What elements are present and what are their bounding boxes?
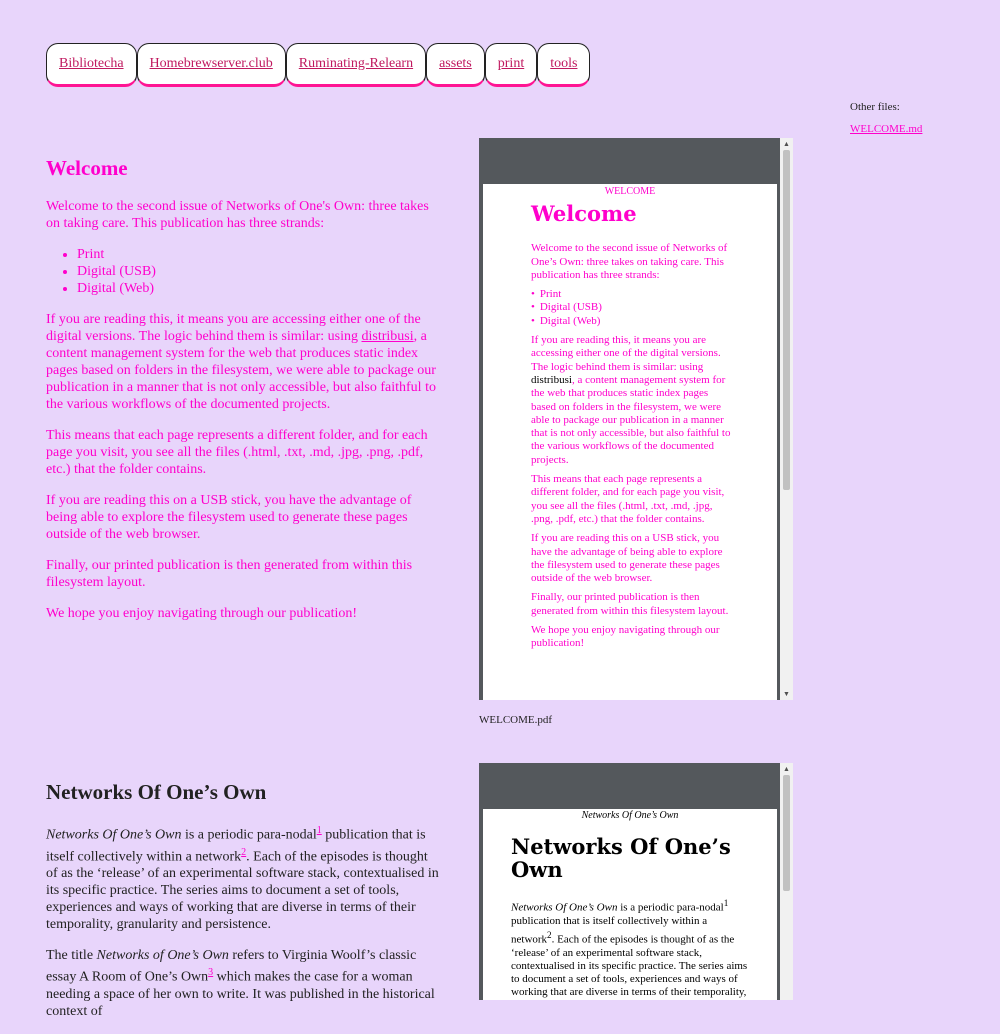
pdf-running-header: Networks Of One’s Own xyxy=(581,810,679,821)
welcome-paragraph-3: This means that each page represents a different folder, and for each page you visit, you see all the files (.html, .txt, .md, .jpg, .png, .pdf, etc.) that the folder contains. xyxy=(46,428,428,477)
list-item-label: Digital (USB) xyxy=(539,301,602,314)
pdf-p1-em: Networks Of One’s Own xyxy=(511,901,618,914)
pdf-paragraph-3: This means that each page represents a different folder, and for each page you visit, you see all the files (.html, .txt, .md, .jpg, .png, .pdf, etc.) that the folder contains. xyxy=(531,473,725,525)
networks-p1-c: . Each of the episodes is thought of as the ‘release’ of an experimental software stack, contextualised in its specific practice. The series aims to document a set of tools, experiences and ways of working that are diverse in terms of their temporality, granularity and persistence. xyxy=(46,849,439,933)
list-item-label: Digital (Web) xyxy=(539,314,601,327)
networks-paragraph-1 xyxy=(46,822,441,933)
welcome-intro: Welcome to the second issue of Networks of One's Own: three takes on taking care. This publication has three strands: xyxy=(46,199,429,231)
pdf-paragraph-4: If you are reading this on a USB stick, you have the advantage of being able to explore the filesystem used to generate these pages outside of the web browser. xyxy=(531,532,723,585)
pdf-p1-a: is a periodic para-nodal xyxy=(617,901,724,914)
pdf-page xyxy=(483,809,777,1000)
list-item: • Digital (Web) xyxy=(77,280,441,297)
tab-print[interactable]: print xyxy=(485,43,537,87)
tab-assets[interactable]: assets xyxy=(426,43,485,87)
tab-homebrewserver-club[interactable]: Homebrewserver.club xyxy=(137,43,286,87)
pdf-p2-before: If you are reading this, it means you are accessing either one of the digital versions. The logic behind them is similar: using xyxy=(531,334,721,373)
welcome-pdf-filename: WELCOME.pdf xyxy=(479,714,553,726)
list-item xyxy=(531,288,731,301)
networks-p2-b: refers to Virginia Woolf’s classic essay A Room of One’s Own xyxy=(46,948,417,985)
tab-ruminating-relearn[interactable]: Ruminating-Relearn xyxy=(286,43,426,87)
welcome-paragraph-4: If you are reading this on a USB stick, you have the advantage of being able to explore the filesystem used to generate these pages outside of the web browser. xyxy=(46,493,412,542)
list-item: • Digital (USB) xyxy=(77,263,441,280)
welcome-paragraph-2 xyxy=(46,311,441,413)
networks-section xyxy=(46,779,441,1034)
pdf-distribusi-link[interactable]: distribusi xyxy=(531,373,572,386)
pdf-page xyxy=(483,184,777,700)
pdf-scrollbar[interactable] xyxy=(780,763,793,1000)
pdf-strands-list xyxy=(531,288,731,328)
networks-paragraph-2 xyxy=(46,947,441,1020)
networks-pdf-viewer[interactable] xyxy=(479,763,793,1000)
pdf-footnote-1: 1 xyxy=(723,898,729,909)
networks-title: Networks Of One’s Own xyxy=(46,780,267,804)
welcome-p2-after: , a content management system for the web that produces static index pages based on folders in the filesystem, we were able to package our publication in a manner that is not only accessible, but also faithful to the various workflows of the documented projects. xyxy=(46,329,436,412)
footnote-link-1[interactable]: 1 xyxy=(316,825,322,836)
footnote-link-3[interactable]: 3 xyxy=(208,967,214,979)
pdf-footnote-2: 2 xyxy=(547,929,552,940)
pdf-intro: Welcome to the second issue of Networks of One’s Own: three takes on taking care. This publication has three strands: xyxy=(531,242,728,281)
pdf-paragraph-1 xyxy=(511,897,749,999)
networks-p1-em: Networks Of One’s Own xyxy=(46,827,182,843)
pdf-running-header: WELCOME xyxy=(604,186,656,197)
scroll-up-arrow-icon[interactable]: ▲ xyxy=(783,140,790,148)
pdf-body xyxy=(483,198,731,650)
welcome-p2-before: If you are reading this, it means you are accessing either one of the digital versions. The logic behind them is similar: using xyxy=(46,312,421,344)
strands-list xyxy=(46,246,441,297)
pdf-body xyxy=(483,822,749,999)
pdf-p2-after: , a content management system for the web that produces static index pages based on folders in the filesystem, we were able to package our publication in a manner that is not only accessible, but also faithful to the various workflows of the documented projects. xyxy=(531,373,731,466)
scrollbar-thumb[interactable] xyxy=(783,775,790,891)
networks-p2-em: Networks of One’s Own xyxy=(96,948,229,964)
scroll-down-arrow-icon[interactable]: ▼ xyxy=(783,690,790,698)
scrollbar-thumb[interactable] xyxy=(783,150,790,490)
distribusi-link[interactable]: distribusi xyxy=(361,329,414,344)
list-item: • Print xyxy=(77,246,441,263)
other-files xyxy=(850,101,922,135)
welcome-pdf-viewer[interactable] xyxy=(479,138,793,700)
welcome-md-link[interactable]: WELCOME.md xyxy=(850,123,923,135)
bullet-icon: • xyxy=(531,301,535,314)
welcome-section xyxy=(46,155,441,636)
welcome-paragraph-6: We hope you enjoy navigating through our publication! xyxy=(46,606,358,621)
scroll-up-arrow-icon[interactable]: ▲ xyxy=(783,765,790,773)
welcome-paragraph-5: Finally, our printed publication is then generated from within this filesystem layout. xyxy=(46,558,413,590)
tab-bibliotecha[interactable]: Bibliotecha xyxy=(46,43,137,87)
top-nav xyxy=(46,43,590,87)
pdf-paragraph-2 xyxy=(531,334,731,467)
pdf-p1-c: . Each of the episodes is thought of as the ‘release’ of an experimental software stack, contextualised in its specific practice. The series aims to document a set of tools, experiences and ways of working that are diverse in terms of their temporality, xyxy=(511,933,748,999)
bullet-icon: • xyxy=(531,314,535,327)
networks-p1-b: publication that is itself collectively within a network xyxy=(46,827,426,865)
pdf-title: Networks Of One’s Own xyxy=(511,834,731,883)
networks-p2-a: The title xyxy=(46,948,97,964)
other-files-label: Other files: xyxy=(850,101,900,113)
pdf-scrollbar[interactable] xyxy=(780,138,793,700)
pdf-title: Welcome xyxy=(531,201,637,227)
pdf-paragraph-5: Finally, our printed publication is then generated from within this filesystem layout. xyxy=(531,591,729,617)
list-item xyxy=(531,315,731,328)
welcome-title: Welcome xyxy=(46,156,128,180)
tab-tools[interactable]: tools xyxy=(537,43,590,87)
pdf-paragraph-6: We hope you enjoy navigating through our publication! xyxy=(531,624,720,650)
bullet-icon: • xyxy=(531,288,535,301)
list-item-label: Print xyxy=(539,288,562,301)
pdf-p1-b: publication that is itself collectively within a network xyxy=(511,915,708,946)
networks-p1-a: is a periodic para-nodal xyxy=(181,827,317,843)
footnote-link-2[interactable]: 2 xyxy=(241,846,247,858)
list-item xyxy=(531,301,731,314)
networks-p2-c: which makes the case for a woman needing a space of her own to write. It was published in the historical context of xyxy=(46,969,435,1019)
